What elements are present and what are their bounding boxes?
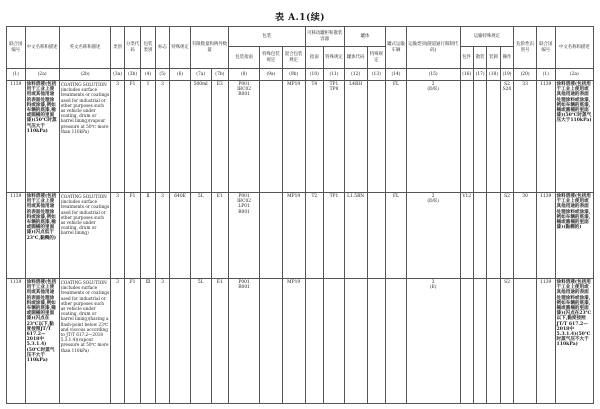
cell-eq: E1 — [211, 279, 229, 404]
cell-pg: Ⅰ — [141, 81, 155, 193]
column-number: (2a) — [555, 69, 593, 81]
column-number: (5) — [155, 69, 169, 81]
cell-ts — [367, 81, 386, 193]
cell-tc: L4BH — [344, 81, 367, 193]
column-number: (11) — [324, 69, 345, 81]
cell-tc: L1.5BN — [344, 193, 367, 279]
cell-label: 3 — [155, 81, 169, 193]
header-un-no: 联合国编号 — [7, 27, 26, 69]
cell-pg: Ⅲ — [141, 279, 155, 404]
cell-cn2: 涂料溶液(包括用于工业上使用或其他用途的表面处理涂料或涂漆,例如车辆的底漆,桶或圆桶的里面漆)(黏稠的) — [555, 193, 593, 279]
cell-hid: 33 — [514, 81, 537, 193]
cell-lq: 5L — [190, 193, 211, 279]
cell-veh — [386, 279, 407, 404]
cell-code: F1 — [124, 81, 141, 193]
cell-tsp3 — [487, 279, 500, 404]
cell-pti: T2 — [305, 193, 324, 279]
column-number: (20) — [514, 69, 537, 81]
cell-sp: 640E — [170, 193, 191, 279]
cell-un: 1139 — [7, 81, 26, 193]
cell-tsp1 — [460, 279, 473, 404]
header-portable-tank: 可移动罐柜和散装容器 — [305, 27, 344, 47]
column-number: (7a) — [190, 69, 211, 81]
header-hazard-id: 危险性识别号 — [514, 27, 537, 69]
cell-lq: 5L — [190, 279, 211, 404]
cell-tsp3 — [487, 193, 500, 279]
cell-pts: TP1 — [324, 193, 345, 279]
cell-tcat: 2 (D/E) — [406, 81, 460, 193]
header-tank-code: 罐体代码 — [344, 47, 367, 69]
cell-tsp1: V12 — [460, 193, 473, 279]
cell-ts — [367, 279, 386, 404]
header-class-code: 分类代码 — [124, 27, 141, 69]
table-row — [7, 193, 594, 279]
cell-pi: P001 IBC02 LP01 R001 — [229, 193, 260, 279]
header-mixed: 混合包装规定 — [282, 47, 305, 69]
header-pt-inst: 指南 — [305, 47, 324, 69]
column-number: (2b) — [59, 69, 111, 81]
cell-cn2: 涂料溶液(包括用于工业上使用或其他用途的表面处理涂料或涂漆,例如车辆的底漆,桶或圆桶的里面漆)(闪点在23℃以下,黏度按照JT/T 617.2—2018中5.3.1.4)(50℃时蒸气压不大于110kPa) — [555, 279, 593, 404]
column-number-row — [7, 69, 594, 81]
column-number: (13) — [367, 69, 386, 81]
cell-veh: FL — [386, 81, 407, 193]
cell-hid — [514, 279, 537, 404]
header-ts-op: 操作 — [500, 47, 513, 69]
cell-pts — [324, 279, 345, 404]
header-label: 标志 — [155, 27, 169, 69]
column-number: (6) — [170, 69, 191, 81]
cell-veh: FL — [386, 193, 407, 279]
cell-tcat: 2 (D/E) — [406, 193, 460, 279]
header-class: 类别 — [111, 27, 124, 69]
header-limited: 有限数量和例外数量 — [190, 27, 228, 69]
cell-tsp3 — [487, 81, 500, 193]
cell-cn: 涂料溶液(包括用于工业上使用或其他用途的表面处理涂料或涂漆,例如车辆的底漆,桶或圆桶的里面漆)(闪点低于23℃,黏稠的) — [25, 193, 59, 279]
column-number: (10) — [305, 69, 324, 81]
column-number: (17) — [473, 69, 486, 81]
cell-lq: 500ml — [190, 81, 211, 193]
table-title: 表 A.1(续) — [274, 13, 326, 23]
cell-mp: MP19 — [282, 81, 305, 193]
cell-tsp1 — [460, 81, 473, 193]
table-row — [7, 279, 594, 404]
cell-pts: TP1 TP8 — [324, 81, 345, 193]
cell-code: F1 — [124, 193, 141, 279]
cell-code: F1 — [124, 279, 141, 404]
header-tank: 罐体 — [344, 27, 385, 47]
column-number: (12) — [344, 69, 367, 81]
header-cn-name-2: 中文名称和描述 — [555, 27, 593, 69]
header-pack-special: 特殊包装规定 — [260, 47, 283, 69]
cell-cn: 涂料溶液(包括用于工业上使用或其他用途的表面处理涂料或涂漆,例如车辆的底漆,桶或圆桶的里面漆)(闪点在23℃以下,黏度按照JT/T 617.2—2018中5.3.1.4)(50℃时蒸气压不大于110kPa) — [25, 279, 59, 404]
header-vehicle: 罐式运输车辆 — [386, 27, 407, 69]
header-cn-name: 中文名称和描述 — [25, 27, 59, 69]
cell-tsp2 — [473, 81, 486, 193]
column-number: (8) — [229, 69, 260, 81]
header-ts-bulk: 散装 — [473, 47, 486, 69]
cell-un2: 1139 — [536, 81, 555, 193]
column-number: (7b) — [211, 69, 229, 81]
cell-tsp2 — [473, 279, 486, 404]
cell-cls: 3 — [111, 81, 124, 193]
cell-psp — [260, 81, 283, 193]
table-body — [7, 81, 594, 404]
column-number: (1) — [7, 69, 26, 81]
cell-label: 3 — [155, 193, 169, 279]
column-number: (16) — [460, 69, 473, 81]
cell-eq: E3 — [211, 81, 229, 193]
column-number: (9b) — [282, 69, 305, 81]
cell-en: COATING SOLUTION (includes surface treatments or coatings used for industrial or other purposes such as vehicle under coating, drum or barrel lining)(having a flash-point below 23℃ and viscous according to JT/T 617.2—2018 5.3.1.4)(vapour pressure at 50℃ more than 110kPa) — [59, 279, 111, 404]
cell-eq: E1 — [211, 193, 229, 279]
cell-tcat: 3 (E) — [406, 279, 460, 404]
column-number: (9a) — [260, 69, 283, 81]
column-number: (18) — [487, 69, 500, 81]
column-number: (14) — [386, 69, 407, 81]
cell-pti — [305, 279, 324, 404]
header-tank-special: 特殊规定 — [367, 47, 386, 69]
cell-pti: T4 — [305, 81, 324, 193]
cell-psp — [260, 193, 283, 279]
cell-cn2: 涂料溶液(包括用于工业上使用或其他用途的表面处理涂料或涂漆,例如车辆的底漆,桶或圆桶的里面漆)(50℃时蒸气压大于110kPa) — [555, 81, 593, 193]
header-special: 特殊规定 — [170, 27, 191, 69]
cell-un2: 1139 — [536, 279, 555, 404]
cell-ts — [367, 193, 386, 279]
header-pt-special: 特殊规定 — [324, 47, 345, 69]
cell-pi: P001 IBC02 R001 — [229, 81, 260, 193]
column-number: (3a) — [111, 69, 124, 81]
header-pack-group: 包装类别 — [141, 27, 155, 69]
table-row — [7, 81, 594, 193]
cell-tsp2 — [473, 193, 486, 279]
cell-en: COATING SOLUTION (includes surface treatments or coatings used for industrial or other purposes such as vehicle under coating, drum or barrel lining) — [59, 193, 111, 279]
header-un-no-2: 联合国编号 — [536, 27, 555, 69]
header-ts-pack: 包件 — [460, 47, 473, 69]
cell-cls: 3 — [111, 279, 124, 404]
header-en-name: 英文名称和描述 — [59, 27, 111, 69]
cell-mp: MP19 — [282, 193, 305, 279]
header-transport-cat: 运输类别(隧道通行限制代码) — [406, 27, 460, 69]
cell-tsp4: S2 — [500, 193, 513, 279]
cell-un: 1139 — [7, 279, 26, 404]
cell-sp — [170, 81, 191, 193]
header-pack-inst: 包装指南 — [229, 47, 260, 69]
column-number: (3b) — [124, 69, 141, 81]
column-number: (4) — [141, 69, 155, 81]
column-number: (19) — [500, 69, 513, 81]
cell-pi: P001 R001 — [229, 279, 260, 404]
header-ts-load: 装卸 — [487, 47, 500, 69]
dangerous-goods-table — [6, 26, 594, 404]
cell-pg: Ⅱ — [141, 193, 155, 279]
cell-label: 3 — [155, 279, 169, 404]
cell-un2: 1139 — [536, 193, 555, 279]
cell-sp — [170, 279, 191, 404]
cell-psp — [260, 279, 283, 404]
cell-tsp4: S2 — [500, 279, 513, 404]
header-transport-special: 运输特殊规定 — [460, 27, 514, 47]
cell-cls: 3 — [111, 193, 124, 279]
column-number: (15) — [406, 69, 460, 81]
header-packaging: 包装 — [229, 27, 305, 47]
cell-mp: MP19 — [282, 279, 305, 404]
cell-hid: 30 — [514, 193, 537, 279]
cell-cn: 涂料溶液(包括用于工业上使用或其他用途的表面处理涂料或涂漆,例如车辆的底漆,桶或圆桶的里面漆)(50℃时蒸气压大于110kPa) — [25, 81, 59, 193]
cell-un: 1139 — [7, 193, 26, 279]
column-number: (2a) — [25, 69, 59, 81]
column-number: (1) — [536, 69, 555, 81]
cell-tc — [344, 279, 367, 404]
cell-en: COATING SOLUTION (includes surface treatments or coatings used for industrial or other purposes such as vehicle under coating, drum or barrel lining)(vapour pressure at 50℃ more than 110kPa) — [59, 81, 111, 193]
cell-tsp4: S2 S20 — [500, 81, 513, 193]
